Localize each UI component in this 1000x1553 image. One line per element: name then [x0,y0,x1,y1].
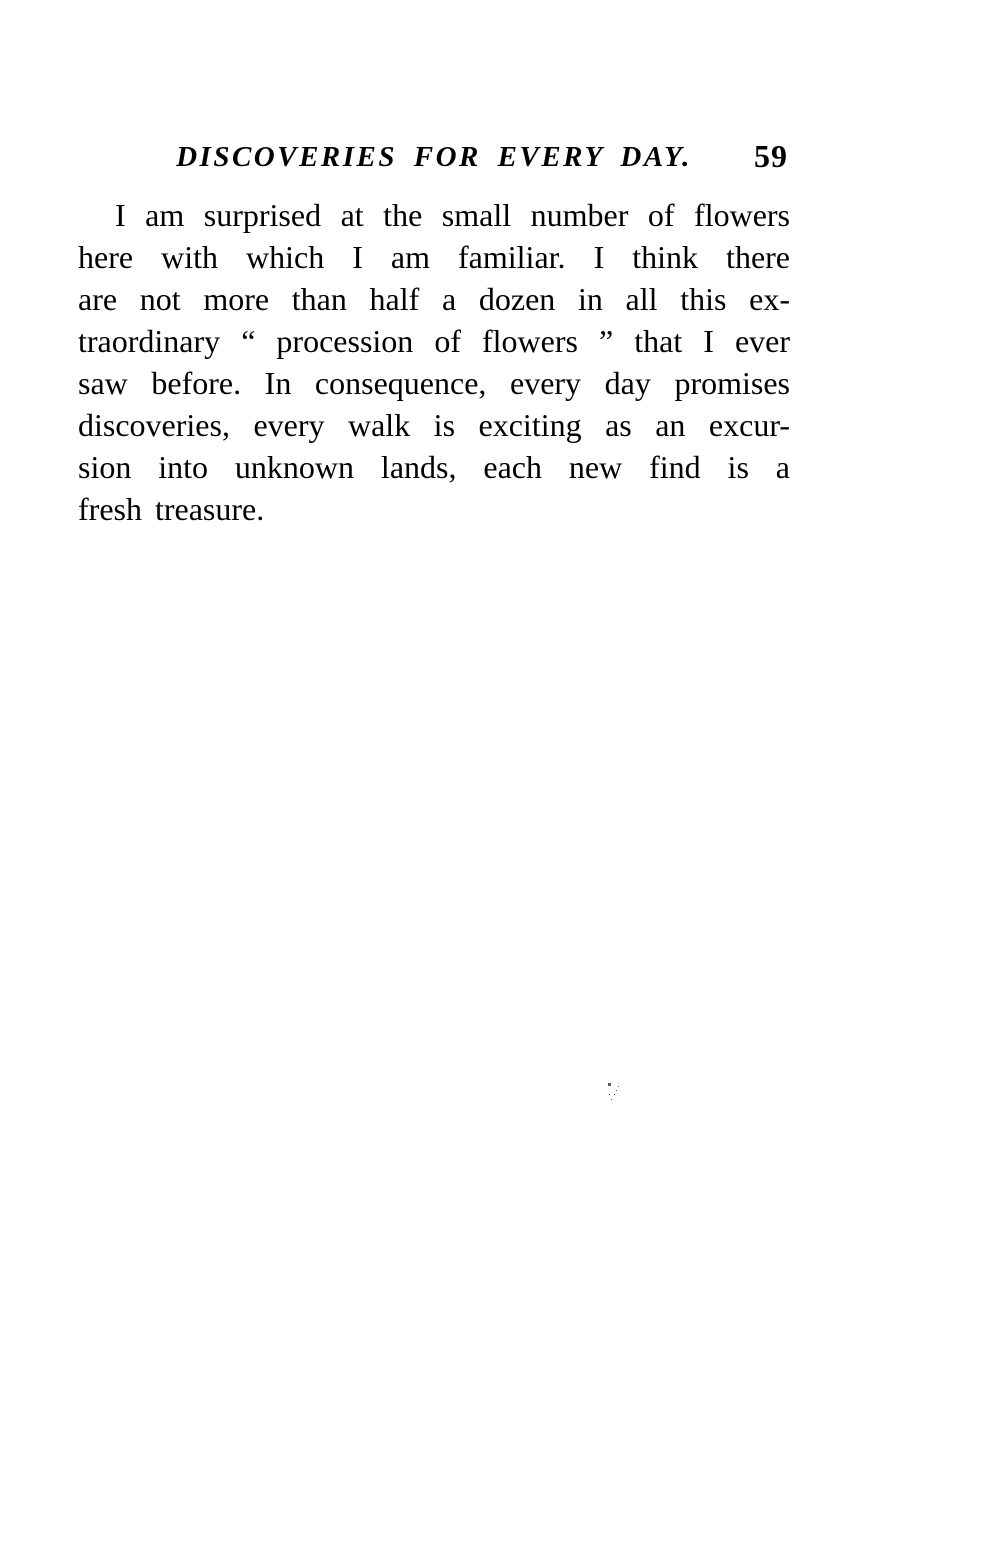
text-line: here with which I am familiar. I think there [78,239,790,275]
paragraph [78,194,790,530]
page-number: 59 [754,138,788,174]
text-line: traordinary “ procession of flowers ” that I ever [78,323,790,359]
text-line: are not more than half a dozen in all this ex- [78,281,790,317]
text-line: sion into unknown lands, each new find is a [78,449,790,485]
text-line: fresh treasure. [78,491,265,527]
text-line: saw before. In consequence, every day promises [78,365,790,401]
running-title: DISCOVERIES FOR EVERY DAY. [176,141,692,173]
page-header [78,138,790,177]
scan-artifact-speck [608,1083,611,1086]
text-line: I am surprised at the small number of flowers [115,197,790,233]
text-line: discoveries, every walk is exciting as an excur- [78,407,790,443]
